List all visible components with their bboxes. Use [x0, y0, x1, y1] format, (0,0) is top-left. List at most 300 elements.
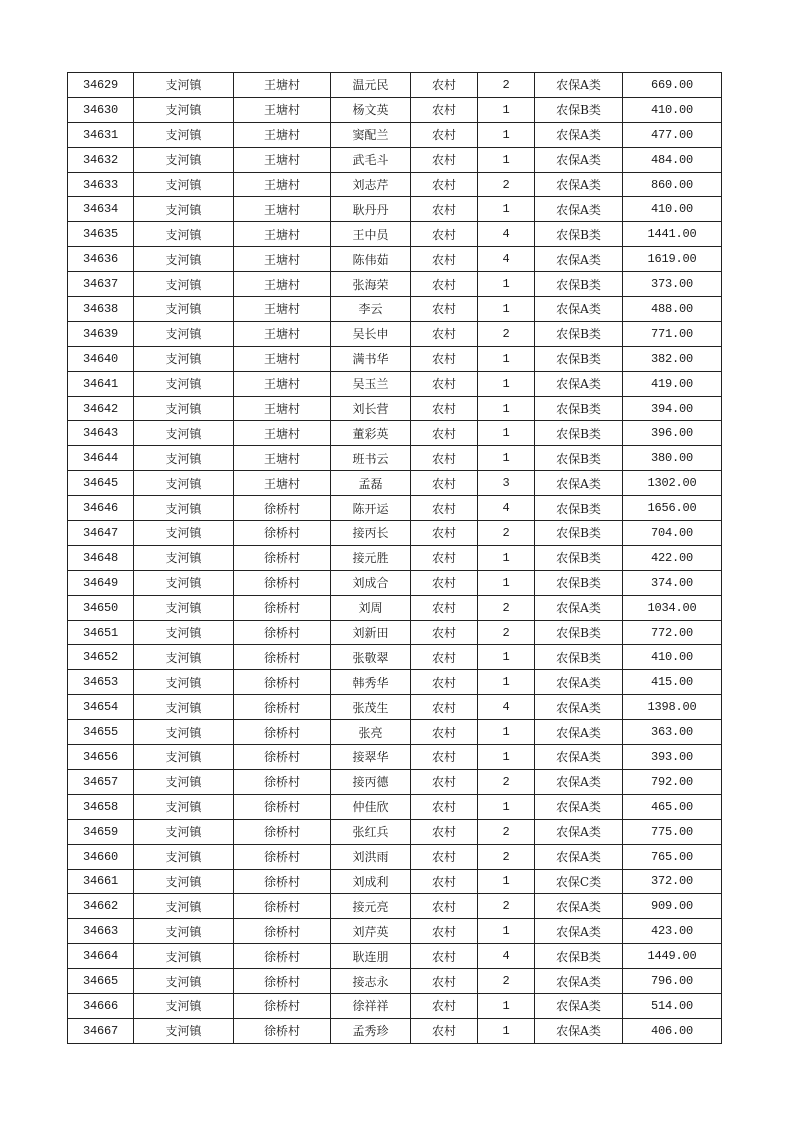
name-cell: 班书云	[331, 446, 411, 471]
town-cell: 支河镇	[134, 794, 234, 819]
amount-cell: 772.00	[623, 620, 722, 645]
household-count-cell: 1	[478, 197, 535, 222]
village-cell: 徐桥村	[234, 869, 331, 894]
residence-type-cell: 农村	[411, 321, 478, 346]
household-count-cell: 1	[478, 993, 535, 1018]
name-cell: 接元亮	[331, 894, 411, 919]
town-cell: 支河镇	[134, 97, 234, 122]
record-id-cell: 34662	[68, 894, 134, 919]
town-cell: 支河镇	[134, 944, 234, 969]
table-row	[68, 1018, 722, 1043]
table-row	[68, 521, 722, 546]
record-id-cell: 34658	[68, 794, 134, 819]
insurance-class-cell: 农保A类	[535, 919, 623, 944]
residence-type-cell: 农村	[411, 297, 478, 322]
household-count-cell: 1	[478, 919, 535, 944]
insurance-class-cell: 农保A类	[535, 73, 623, 98]
amount-cell: 465.00	[623, 794, 722, 819]
town-cell: 支河镇	[134, 1018, 234, 1043]
table-row	[68, 819, 722, 844]
insurance-class-cell: 农保A类	[535, 122, 623, 147]
household-count-cell: 4	[478, 496, 535, 521]
insurance-class-cell: 农保A类	[535, 371, 623, 396]
village-cell: 王塘村	[234, 321, 331, 346]
residence-type-cell: 农村	[411, 147, 478, 172]
village-cell: 王塘村	[234, 396, 331, 421]
insurance-class-cell: 农保B类	[535, 222, 623, 247]
insurance-class-cell: 农保A类	[535, 247, 623, 272]
insurance-class-cell: 农保B类	[535, 620, 623, 645]
table-row	[68, 794, 722, 819]
table-row	[68, 869, 722, 894]
residence-type-cell: 农村	[411, 521, 478, 546]
insurance-class-cell: 农保A类	[535, 670, 623, 695]
town-cell: 支河镇	[134, 745, 234, 770]
amount-cell: 396.00	[623, 421, 722, 446]
table-row	[68, 297, 722, 322]
town-cell: 支河镇	[134, 969, 234, 994]
household-count-cell: 1	[478, 670, 535, 695]
insurance-class-cell: 农保A类	[535, 695, 623, 720]
town-cell: 支河镇	[134, 321, 234, 346]
household-count-cell: 1	[478, 122, 535, 147]
insurance-class-cell: 农保A类	[535, 197, 623, 222]
amount-cell: 796.00	[623, 969, 722, 994]
insurance-class-cell: 农保B类	[535, 521, 623, 546]
record-id-cell: 34646	[68, 496, 134, 521]
village-cell: 徐桥村	[234, 769, 331, 794]
household-count-cell: 4	[478, 247, 535, 272]
residence-type-cell: 农村	[411, 595, 478, 620]
record-id-cell: 34636	[68, 247, 134, 272]
residence-type-cell: 农村	[411, 769, 478, 794]
household-count-cell: 2	[478, 321, 535, 346]
residence-type-cell: 农村	[411, 794, 478, 819]
table-row	[68, 446, 722, 471]
household-count-cell: 1	[478, 346, 535, 371]
amount-cell: 792.00	[623, 769, 722, 794]
residence-type-cell: 农村	[411, 993, 478, 1018]
household-count-cell: 1	[478, 545, 535, 570]
amount-cell: 1302.00	[623, 471, 722, 496]
town-cell: 支河镇	[134, 844, 234, 869]
town-cell: 支河镇	[134, 894, 234, 919]
table-row	[68, 969, 722, 994]
household-count-cell: 1	[478, 720, 535, 745]
amount-cell: 410.00	[623, 645, 722, 670]
insurance-class-cell: 农保A类	[535, 894, 623, 919]
residence-type-cell: 农村	[411, 371, 478, 396]
village-cell: 徐桥村	[234, 819, 331, 844]
table-row	[68, 496, 722, 521]
town-cell: 支河镇	[134, 620, 234, 645]
name-cell: 张敬翠	[331, 645, 411, 670]
village-cell: 王塘村	[234, 297, 331, 322]
name-cell: 李云	[331, 297, 411, 322]
residence-type-cell: 农村	[411, 695, 478, 720]
household-count-cell: 1	[478, 396, 535, 421]
table-row	[68, 720, 722, 745]
residence-type-cell: 农村	[411, 944, 478, 969]
insurance-class-cell: 农保A类	[535, 969, 623, 994]
record-id-cell: 34637	[68, 272, 134, 297]
name-cell: 刘芹英	[331, 919, 411, 944]
town-cell: 支河镇	[134, 346, 234, 371]
name-cell: 张红兵	[331, 819, 411, 844]
village-cell: 王塘村	[234, 421, 331, 446]
village-cell: 徐桥村	[234, 844, 331, 869]
amount-cell: 477.00	[623, 122, 722, 147]
table-row	[68, 272, 722, 297]
household-count-cell: 1	[478, 147, 535, 172]
residence-type-cell: 农村	[411, 620, 478, 645]
amount-cell: 1034.00	[623, 595, 722, 620]
name-cell: 接元胜	[331, 545, 411, 570]
record-id-cell: 34655	[68, 720, 134, 745]
household-count-cell: 4	[478, 222, 535, 247]
table-row	[68, 769, 722, 794]
town-cell: 支河镇	[134, 993, 234, 1018]
name-cell: 接翠华	[331, 745, 411, 770]
residence-type-cell: 农村	[411, 894, 478, 919]
town-cell: 支河镇	[134, 595, 234, 620]
name-cell: 张海荣	[331, 272, 411, 297]
insurance-class-cell: 农保B类	[535, 496, 623, 521]
residence-type-cell: 农村	[411, 122, 478, 147]
name-cell: 仲佳欣	[331, 794, 411, 819]
record-id-cell: 34641	[68, 371, 134, 396]
insurance-class-cell: 农保A类	[535, 172, 623, 197]
amount-cell: 484.00	[623, 147, 722, 172]
name-cell: 接丙德	[331, 769, 411, 794]
record-id-cell: 34645	[68, 471, 134, 496]
record-id-cell: 34630	[68, 97, 134, 122]
table-row	[68, 247, 722, 272]
town-cell: 支河镇	[134, 819, 234, 844]
insurance-class-cell: 农保B类	[535, 272, 623, 297]
insurance-class-cell: 农保B类	[535, 97, 623, 122]
household-count-cell: 1	[478, 869, 535, 894]
amount-cell: 514.00	[623, 993, 722, 1018]
roster-table	[67, 72, 722, 1044]
village-cell: 王塘村	[234, 97, 331, 122]
village-cell: 王塘村	[234, 446, 331, 471]
residence-type-cell: 农村	[411, 446, 478, 471]
name-cell: 刘成利	[331, 869, 411, 894]
record-id-cell: 34650	[68, 595, 134, 620]
amount-cell: 909.00	[623, 894, 722, 919]
record-id-cell: 34649	[68, 570, 134, 595]
insurance-class-cell: 农保A类	[535, 844, 623, 869]
record-id-cell: 34659	[68, 819, 134, 844]
village-cell: 徐桥村	[234, 545, 331, 570]
name-cell: 孟秀珍	[331, 1018, 411, 1043]
amount-cell: 1656.00	[623, 496, 722, 521]
record-id-cell: 34661	[68, 869, 134, 894]
amount-cell: 1441.00	[623, 222, 722, 247]
household-count-cell: 2	[478, 894, 535, 919]
name-cell: 接丙长	[331, 521, 411, 546]
table-row	[68, 73, 722, 98]
table-row	[68, 570, 722, 595]
insurance-class-cell: 农保A类	[535, 794, 623, 819]
table-row	[68, 919, 722, 944]
table-row	[68, 645, 722, 670]
insurance-class-cell: 农保B类	[535, 396, 623, 421]
insurance-class-cell: 农保B类	[535, 570, 623, 595]
record-id-cell: 34652	[68, 645, 134, 670]
name-cell: 吴玉兰	[331, 371, 411, 396]
amount-cell: 1449.00	[623, 944, 722, 969]
residence-type-cell: 农村	[411, 247, 478, 272]
household-count-cell: 2	[478, 620, 535, 645]
village-cell: 徐桥村	[234, 670, 331, 695]
village-cell: 徐桥村	[234, 919, 331, 944]
amount-cell: 419.00	[623, 371, 722, 396]
village-cell: 王塘村	[234, 471, 331, 496]
village-cell: 徐桥村	[234, 944, 331, 969]
insurance-class-cell: 农保A类	[535, 595, 623, 620]
insurance-class-cell: 农保B类	[535, 944, 623, 969]
town-cell: 支河镇	[134, 446, 234, 471]
residence-type-cell: 农村	[411, 670, 478, 695]
residence-type-cell: 农村	[411, 396, 478, 421]
household-count-cell: 1	[478, 570, 535, 595]
name-cell: 耿丹丹	[331, 197, 411, 222]
residence-type-cell: 农村	[411, 570, 478, 595]
insurance-class-cell: 农保A类	[535, 147, 623, 172]
record-id-cell: 34643	[68, 421, 134, 446]
table-row	[68, 147, 722, 172]
record-id-cell: 34667	[68, 1018, 134, 1043]
insurance-class-cell: 农保B类	[535, 421, 623, 446]
table-row	[68, 197, 722, 222]
town-cell: 支河镇	[134, 720, 234, 745]
name-cell: 刘成合	[331, 570, 411, 595]
roster-table-body	[68, 73, 722, 1044]
household-count-cell: 1	[478, 794, 535, 819]
village-cell: 徐桥村	[234, 794, 331, 819]
name-cell: 陈伟茹	[331, 247, 411, 272]
table-row	[68, 844, 722, 869]
household-count-cell: 1	[478, 421, 535, 446]
record-id-cell: 34663	[68, 919, 134, 944]
name-cell: 韩秀华	[331, 670, 411, 695]
town-cell: 支河镇	[134, 197, 234, 222]
record-id-cell: 34634	[68, 197, 134, 222]
name-cell: 张亮	[331, 720, 411, 745]
record-id-cell: 34648	[68, 545, 134, 570]
town-cell: 支河镇	[134, 172, 234, 197]
amount-cell: 373.00	[623, 272, 722, 297]
residence-type-cell: 农村	[411, 545, 478, 570]
town-cell: 支河镇	[134, 122, 234, 147]
amount-cell: 488.00	[623, 297, 722, 322]
name-cell: 吴长申	[331, 321, 411, 346]
table-row	[68, 745, 722, 770]
table-row	[68, 545, 722, 570]
insurance-class-cell: 农保A类	[535, 297, 623, 322]
town-cell: 支河镇	[134, 645, 234, 670]
household-count-cell: 1	[478, 645, 535, 670]
residence-type-cell: 农村	[411, 272, 478, 297]
insurance-class-cell: 农保B类	[535, 545, 623, 570]
town-cell: 支河镇	[134, 396, 234, 421]
table-row	[68, 97, 722, 122]
town-cell: 支河镇	[134, 496, 234, 521]
table-row	[68, 695, 722, 720]
town-cell: 支河镇	[134, 73, 234, 98]
record-id-cell: 34644	[68, 446, 134, 471]
residence-type-cell: 农村	[411, 97, 478, 122]
village-cell: 王塘村	[234, 272, 331, 297]
table-row	[68, 993, 722, 1018]
record-id-cell: 34651	[68, 620, 134, 645]
name-cell: 陈开运	[331, 496, 411, 521]
record-id-cell: 34642	[68, 396, 134, 421]
town-cell: 支河镇	[134, 272, 234, 297]
village-cell: 王塘村	[234, 197, 331, 222]
residence-type-cell: 农村	[411, 745, 478, 770]
residence-type-cell: 农村	[411, 720, 478, 745]
table-row	[68, 222, 722, 247]
residence-type-cell: 农村	[411, 471, 478, 496]
household-count-cell: 2	[478, 769, 535, 794]
insurance-class-cell: 农保A类	[535, 720, 623, 745]
town-cell: 支河镇	[134, 247, 234, 272]
residence-type-cell: 农村	[411, 346, 478, 371]
household-count-cell: 1	[478, 446, 535, 471]
name-cell: 刘洪雨	[331, 844, 411, 869]
residence-type-cell: 农村	[411, 197, 478, 222]
record-id-cell: 34631	[68, 122, 134, 147]
household-count-cell: 4	[478, 695, 535, 720]
insurance-class-cell: 农保A类	[535, 819, 623, 844]
insurance-class-cell: 农保C类	[535, 869, 623, 894]
village-cell: 王塘村	[234, 346, 331, 371]
residence-type-cell: 农村	[411, 1018, 478, 1043]
household-count-cell: 1	[478, 297, 535, 322]
town-cell: 支河镇	[134, 222, 234, 247]
table-row	[68, 670, 722, 695]
table-row	[68, 321, 722, 346]
amount-cell: 1619.00	[623, 247, 722, 272]
household-count-cell: 2	[478, 73, 535, 98]
insurance-class-cell: 农保A类	[535, 769, 623, 794]
village-cell: 王塘村	[234, 147, 331, 172]
amount-cell: 410.00	[623, 197, 722, 222]
record-id-cell: 34647	[68, 521, 134, 546]
record-id-cell: 34638	[68, 297, 134, 322]
village-cell: 王塘村	[234, 122, 331, 147]
amount-cell: 771.00	[623, 321, 722, 346]
record-id-cell: 34657	[68, 769, 134, 794]
village-cell: 徐桥村	[234, 720, 331, 745]
amount-cell: 860.00	[623, 172, 722, 197]
village-cell: 王塘村	[234, 172, 331, 197]
name-cell: 武毛斗	[331, 147, 411, 172]
name-cell: 满书华	[331, 346, 411, 371]
record-id-cell: 34653	[68, 670, 134, 695]
record-id-cell: 34629	[68, 73, 134, 98]
record-id-cell: 34665	[68, 969, 134, 994]
town-cell: 支河镇	[134, 371, 234, 396]
table-row	[68, 122, 722, 147]
village-cell: 徐桥村	[234, 745, 331, 770]
village-cell: 徐桥村	[234, 993, 331, 1018]
village-cell: 徐桥村	[234, 570, 331, 595]
town-cell: 支河镇	[134, 297, 234, 322]
residence-type-cell: 农村	[411, 819, 478, 844]
village-cell: 徐桥村	[234, 695, 331, 720]
household-count-cell: 2	[478, 595, 535, 620]
amount-cell: 410.00	[623, 97, 722, 122]
town-cell: 支河镇	[134, 919, 234, 944]
name-cell: 刘长营	[331, 396, 411, 421]
household-count-cell: 2	[478, 844, 535, 869]
town-cell: 支河镇	[134, 545, 234, 570]
amount-cell: 372.00	[623, 869, 722, 894]
town-cell: 支河镇	[134, 695, 234, 720]
household-count-cell: 2	[478, 969, 535, 994]
record-id-cell: 34660	[68, 844, 134, 869]
table-row	[68, 595, 722, 620]
residence-type-cell: 农村	[411, 73, 478, 98]
table-row	[68, 620, 722, 645]
insurance-class-cell: 农保B类	[535, 346, 623, 371]
residence-type-cell: 农村	[411, 496, 478, 521]
amount-cell: 669.00	[623, 73, 722, 98]
amount-cell: 775.00	[623, 819, 722, 844]
record-id-cell: 34664	[68, 944, 134, 969]
name-cell: 孟磊	[331, 471, 411, 496]
household-count-cell: 3	[478, 471, 535, 496]
residence-type-cell: 农村	[411, 919, 478, 944]
amount-cell: 704.00	[623, 521, 722, 546]
amount-cell: 382.00	[623, 346, 722, 371]
amount-cell: 374.00	[623, 570, 722, 595]
table-row	[68, 172, 722, 197]
household-count-cell: 1	[478, 371, 535, 396]
residence-type-cell: 农村	[411, 969, 478, 994]
town-cell: 支河镇	[134, 570, 234, 595]
table-row	[68, 894, 722, 919]
town-cell: 支河镇	[134, 769, 234, 794]
amount-cell: 423.00	[623, 919, 722, 944]
village-cell: 徐桥村	[234, 620, 331, 645]
residence-type-cell: 农村	[411, 844, 478, 869]
residence-type-cell: 农村	[411, 645, 478, 670]
name-cell: 徐祥祥	[331, 993, 411, 1018]
household-count-cell: 2	[478, 521, 535, 546]
residence-type-cell: 农村	[411, 222, 478, 247]
amount-cell: 415.00	[623, 670, 722, 695]
table-row	[68, 944, 722, 969]
record-id-cell: 34640	[68, 346, 134, 371]
town-cell: 支河镇	[134, 869, 234, 894]
table-row	[68, 371, 722, 396]
record-id-cell: 34633	[68, 172, 134, 197]
village-cell: 徐桥村	[234, 496, 331, 521]
residence-type-cell: 农村	[411, 869, 478, 894]
town-cell: 支河镇	[134, 421, 234, 446]
insurance-class-cell: 农保A类	[535, 745, 623, 770]
village-cell: 徐桥村	[234, 595, 331, 620]
name-cell: 张茂生	[331, 695, 411, 720]
record-id-cell: 34632	[68, 147, 134, 172]
village-cell: 徐桥村	[234, 969, 331, 994]
table-row	[68, 346, 722, 371]
